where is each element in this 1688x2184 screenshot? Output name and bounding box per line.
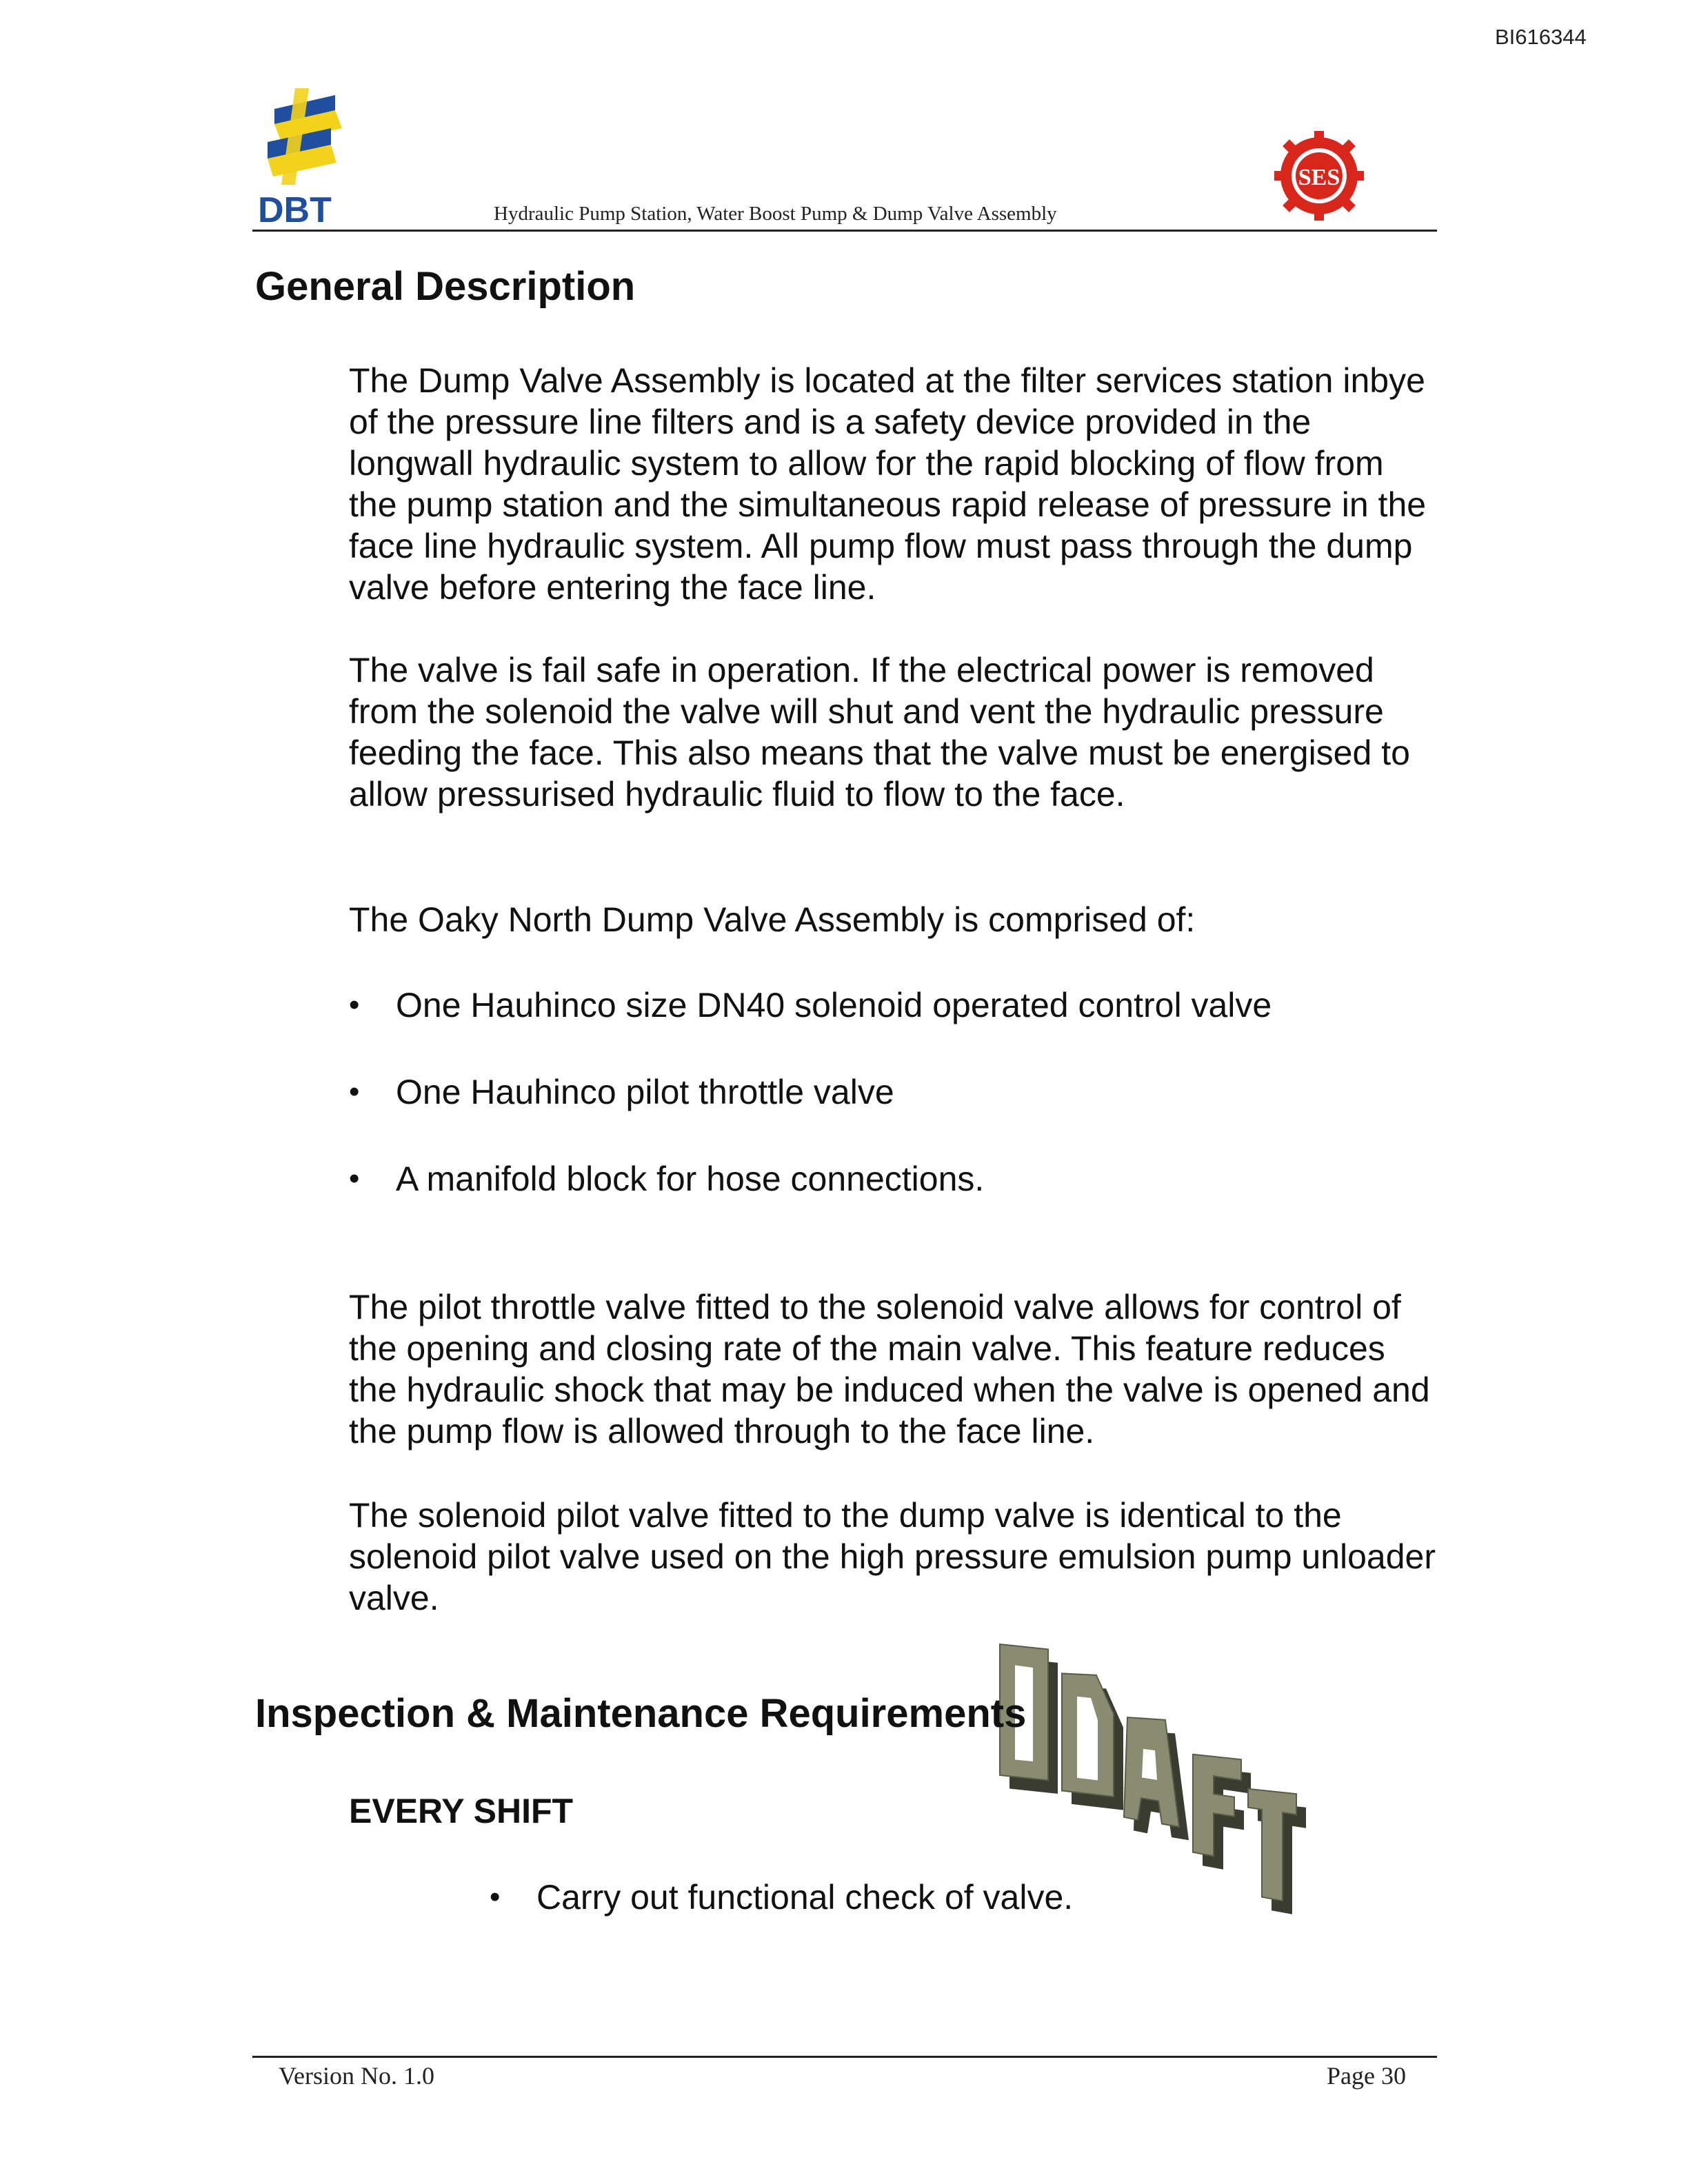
- general-description-heading: General Description: [255, 264, 636, 309]
- header-divider: [252, 230, 1437, 232]
- inspection-maintenance-heading: Inspection & Maintenance Requirements: [255, 1691, 1027, 1736]
- footer-divider: [252, 2056, 1437, 2058]
- every-shift-subheading: EVERY SHIFT: [349, 1792, 574, 1830]
- header-title: Hydraulic Pump Station, Water Boost Pump & Dump Valve Assembly: [494, 203, 1057, 225]
- ses-logo-text: SES: [1298, 165, 1340, 190]
- paragraph-pilot-throttle: The pilot throttle valve fitted to the solenoid valve allows for control of the opening and closing rate of the main valve. This feature reduces the hydraulic shock that may be induced when the valve is opened and the pump flow is allowed through to the face line.: [349, 1288, 1430, 1450]
- bullet-icon: •: [349, 988, 360, 1022]
- draft-watermark: [986, 1627, 1400, 1972]
- bullet-icon: •: [349, 1075, 360, 1109]
- document-id: BI616344: [1495, 25, 1587, 49]
- dbt-logo: [254, 88, 356, 226]
- ses-logo: [1274, 131, 1364, 221]
- paragraph-fail-safe: The valve is fail safe in operation. If the electrical power is removed from the solenoid the valve will shut and vent the hydraulic pressure feeding the face. This also means that the valve must be energised to allow pressurised hydraulic fluid to flow to the face.: [349, 651, 1410, 813]
- bullet-icon: •: [490, 1880, 501, 1914]
- footer-version: Version No. 1.0: [279, 2062, 434, 2090]
- dbt-logo-text: DBT: [258, 190, 332, 226]
- draft-watermark-text: DRAFT: [986, 1627, 989, 1628]
- paragraph-assembly-intro: The Oaky North Dump Valve Assembly is comprised of:: [349, 900, 1196, 939]
- dbt-logo-mark: [268, 88, 342, 185]
- footer-page-number: Page 30: [1327, 2062, 1406, 2090]
- paragraph-dump-valve-location: The Dump Valve Assembly is located at the filter services station inbye of the pressure line filters and is a safety device provided in the longwall hydraulic system to allow for the rapid blocking of flow from the pump station and the simultaneous rapid release of pressure in the face line hydraulic system. All pump flow must pass through the dump valve before entering the face line.: [349, 361, 1427, 607]
- paragraph-solenoid-pilot: The solenoid pilot valve fitted to the dump valve is identical to the solenoid pilot valve used on the high pressure emulsion pump unloader valve.: [349, 1496, 1436, 1617]
- bullet-icon: •: [349, 1162, 360, 1195]
